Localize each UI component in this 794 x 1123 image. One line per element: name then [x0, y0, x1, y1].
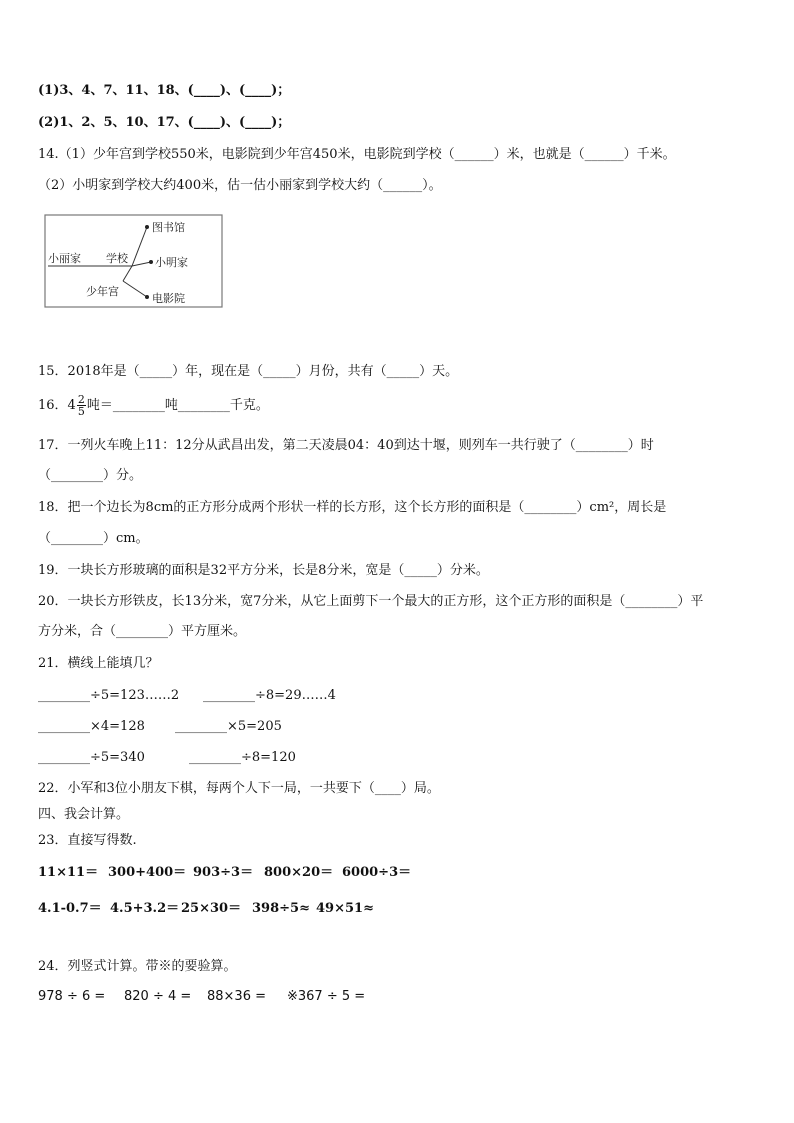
- q15: 15．2018年是（_____）年，现在是（_____）月份，共有（_____）天。: [38, 364, 459, 379]
- q14-part1: 14.（1）少年宫到学校550米，电影院到少年宫450米，电影院到学校（______）米，也就是（______）千米。: [38, 147, 676, 162]
- q23-row1-item-1: 11×11＝: [38, 865, 99, 880]
- q20-line2: 方分米，合（________）平方厘米。: [38, 624, 247, 639]
- q21-item-5: ________÷5=340: [38, 750, 145, 765]
- q16-whole: 4: [67, 398, 76, 413]
- cinema-dot: [145, 295, 149, 299]
- q16-denominator: 5: [77, 405, 85, 418]
- q16-number: 16．: [38, 398, 68, 413]
- label-cinema: 电影院: [152, 292, 185, 305]
- q23-row1-item-3: 903÷3＝: [193, 865, 254, 880]
- label-youth-palace: 少年宫: [86, 285, 119, 298]
- q16-rest: 吨＝________吨________千克。: [86, 398, 269, 413]
- q16-numerator: 2: [77, 393, 85, 406]
- q21-title: 21．横线上能填几？: [38, 656, 159, 671]
- q23-row2-item-5: 49×51≈: [316, 901, 374, 916]
- q23-row1-item-4: 800×20＝: [264, 865, 334, 880]
- q17-line2: （________）分。: [38, 468, 143, 483]
- q16-fraction: [77, 394, 86, 417]
- label-xiaoming-home: 小明家: [155, 256, 188, 269]
- q21-item-4: ________×5=205: [175, 719, 282, 734]
- q23-title: 23．直接写得数.: [38, 833, 137, 848]
- q24-item-4: ※367 ÷ 5 =: [287, 989, 366, 1004]
- q13-part1: (1)3、4、7、11、18、(____)、(____)；: [38, 83, 291, 98]
- q23-row1-item-5: 6000÷3＝: [342, 865, 412, 880]
- q20-line1: 20．一块长方形铁皮，长13分米，宽7分米，从它上面剪下一个最大的正方形，这个正方形的面积是（________）平: [38, 594, 704, 609]
- q24-title: 24．列竖式计算。带※的要验算。: [38, 959, 237, 974]
- label-xiaoli-home: 小丽家: [48, 252, 81, 265]
- q18-line2: （________）cm。: [38, 531, 149, 546]
- q23-row2-item-1: 4.1-0.7＝: [38, 901, 102, 916]
- q23-row1-item-2: 300+400＝: [108, 865, 187, 880]
- q22: 22．小军和3位小朋友下棋，每两个人下一局，一共要下（____）局。: [38, 781, 440, 796]
- q13-part2: (2)1、2、5、10、17、(____)、(____)；: [38, 115, 291, 130]
- q21-item-2: ________÷8=29……4: [203, 688, 336, 703]
- q24-item-1: 978 ÷ 6 =: [38, 989, 106, 1004]
- q21-item-1: ________÷5=123……2: [38, 688, 180, 703]
- q24-item-2: 820 ÷ 4 =: [124, 989, 192, 1004]
- q21-item-6: ________÷8=120: [189, 750, 296, 765]
- q23-row2-item-4: 398÷5≈: [252, 901, 310, 916]
- label-school: 学校: [106, 252, 128, 265]
- section-4-heading: 四、我会计算。: [38, 807, 130, 822]
- q24-item-3: 88×36 =: [207, 989, 267, 1004]
- xiaoming-dot: [149, 260, 153, 264]
- location-map: [44, 214, 224, 310]
- q21-item-3: ________×4=128: [38, 719, 145, 734]
- q23-row2-item-3: 25×30＝: [181, 901, 242, 916]
- q17-line1: 17．一列火车晚上11：12分从武昌出发，第二天凌晨04：40到达十堰，则列车一共行驶了（________）时: [38, 438, 654, 453]
- q23-row2-item-2: 4.5+3.2＝: [110, 901, 180, 916]
- q19: 19．一块长方形玻璃的面积是32平方分米，长是8分米，宽是（_____）分米。: [38, 563, 489, 578]
- label-library: 图书馆: [152, 221, 185, 234]
- q18-line1: 18．把一个边长为8cm的正方形分成两个形状一样的长方形，这个长方形的面积是（________）cm²，周长是: [38, 500, 667, 515]
- q14-part2: （2）小明家到学校大约400米，估一估小丽家到学校大约（______）。: [38, 178, 442, 193]
- library-dot: [145, 225, 149, 229]
- q16: [38, 394, 269, 418]
